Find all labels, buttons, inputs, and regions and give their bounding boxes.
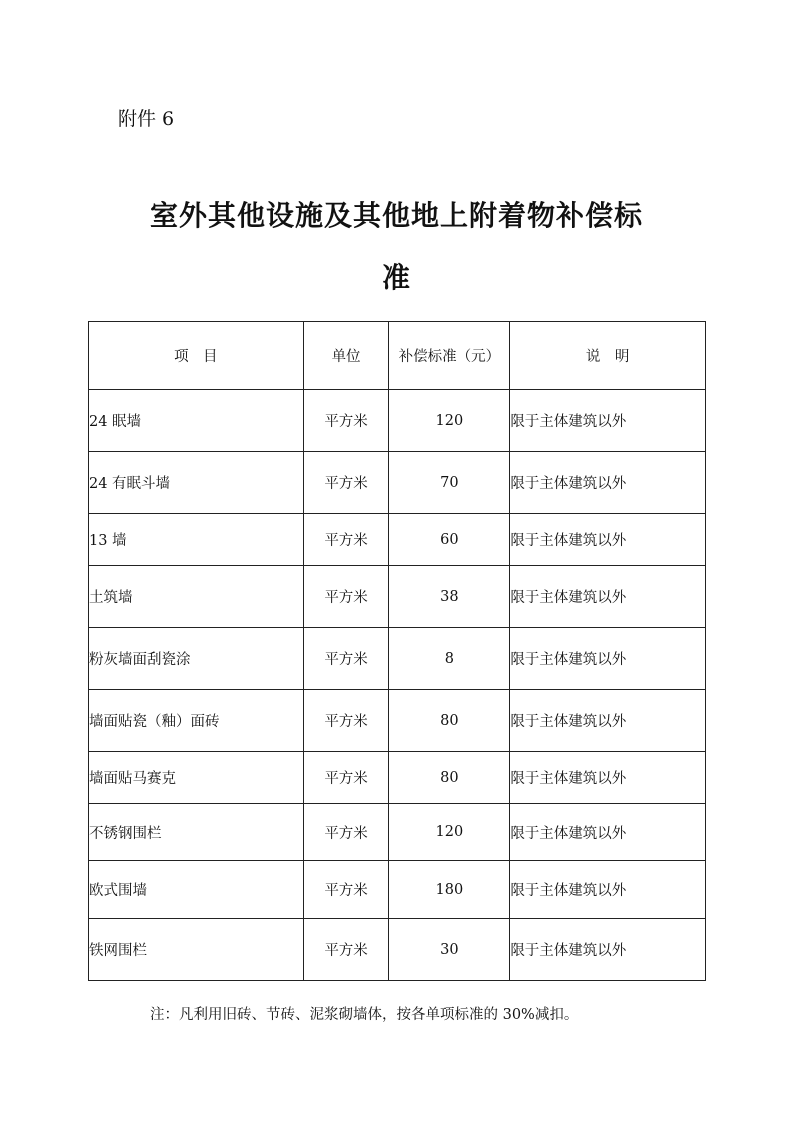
header-item: 项 目 [89, 322, 304, 390]
cell-standard: 70 [389, 452, 510, 514]
cell-standard: 120 [389, 804, 510, 861]
compensation-table [88, 321, 706, 981]
cell-unit: 平方米 [303, 452, 389, 514]
table-row [89, 919, 706, 981]
cell-item: 墙面贴瓷（釉）面砖 [89, 690, 304, 752]
cell-unit: 平方米 [303, 628, 389, 690]
cell-item: 24 眠墙 [89, 390, 304, 452]
cell-description: 限于主体建筑以外 [510, 390, 706, 452]
cell-unit: 平方米 [303, 861, 389, 919]
cell-unit: 平方米 [303, 919, 389, 981]
cell-item: 墙面贴马赛克 [89, 752, 304, 804]
header-description: 说 明 [510, 322, 706, 390]
cell-description: 限于主体建筑以外 [510, 514, 706, 566]
cell-standard: 38 [389, 566, 510, 628]
cell-item: 13 墙 [89, 514, 304, 566]
cell-description: 限于主体建筑以外 [510, 861, 706, 919]
cell-unit: 平方米 [303, 566, 389, 628]
cell-description: 限于主体建筑以外 [510, 690, 706, 752]
table-row [89, 452, 706, 514]
cell-item: 铁网围栏 [89, 919, 304, 981]
cell-standard: 180 [389, 861, 510, 919]
attachment-label: 附件 6 [118, 108, 175, 130]
cell-standard: 80 [389, 690, 510, 752]
cell-standard: 30 [389, 919, 510, 981]
cell-description: 限于主体建筑以外 [510, 752, 706, 804]
table-row [89, 628, 706, 690]
cell-unit: 平方米 [303, 752, 389, 804]
cell-unit: 平方米 [303, 390, 389, 452]
table-row [89, 804, 706, 861]
cell-item: 土筑墙 [89, 566, 304, 628]
page-title-line-1: 室外其他设施及其他地上附着物补偿标 [149, 199, 643, 232]
cell-description: 限于主体建筑以外 [510, 804, 706, 861]
table-row [89, 390, 706, 452]
cell-item: 欧式围墙 [89, 861, 304, 919]
cell-standard: 8 [389, 628, 510, 690]
cell-item: 24 有眠斗墙 [89, 452, 304, 514]
table-header-row [89, 322, 706, 390]
header-standard: 补偿标准（元） [389, 322, 510, 390]
cell-standard: 60 [389, 514, 510, 566]
cell-item: 粉灰墙面刮瓷涂 [89, 628, 304, 690]
header-unit: 单位 [303, 322, 389, 390]
cell-unit: 平方米 [303, 690, 389, 752]
cell-description: 限于主体建筑以外 [510, 566, 706, 628]
table-row [89, 514, 706, 566]
cell-item: 不锈钢围栏 [89, 804, 304, 861]
cell-description: 限于主体建筑以外 [510, 628, 706, 690]
cell-standard: 120 [389, 390, 510, 452]
table-row [89, 566, 706, 628]
cell-unit: 平方米 [303, 804, 389, 861]
cell-description: 限于主体建筑以外 [510, 919, 706, 981]
page-title-line-2: 准 [381, 261, 411, 294]
cell-description: 限于主体建筑以外 [510, 452, 706, 514]
table-row [89, 752, 706, 804]
cell-standard: 80 [389, 752, 510, 804]
table-row [89, 861, 706, 919]
table-row [89, 690, 706, 752]
footnote: 注：凡利用旧砖、节砖、泥浆砌墙体，按各单项标准的 30%减扣。 [150, 1007, 579, 1023]
cell-unit: 平方米 [303, 514, 389, 566]
